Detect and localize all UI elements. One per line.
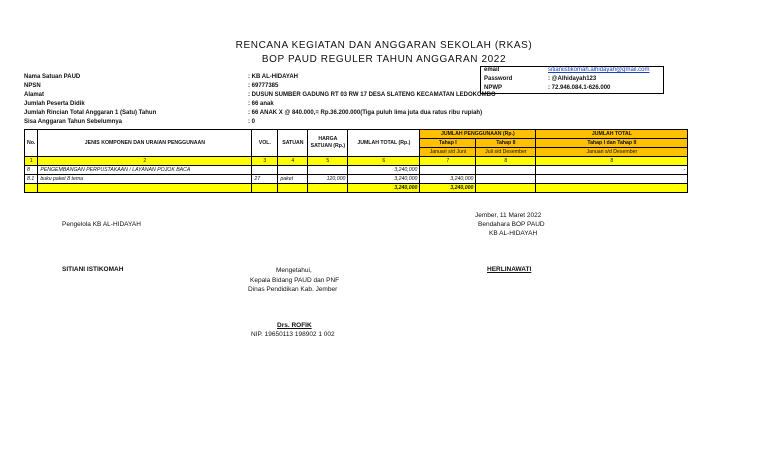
password-label: Password [484,76,513,82]
item-name: buku paket 8 tema [38,175,252,184]
identity-value: : KB AL-HIDAYAH [248,74,299,80]
identity-label: Jumlah Peserta Didik [24,101,85,107]
identity-value: : DUSUN SUMBER GADUNG RT 03 RW 17 DESA SLATENG KECAMATAN LEDOKOMBO [248,92,496,98]
item-satuan: paket [278,175,308,184]
col-number: 1 [25,157,38,166]
col-number: 3 [252,157,278,166]
col-number: 8 [536,157,688,166]
column-number-row [25,157,688,166]
page-subtitle: BOP PAUD REGULER TAHUN ANGGARAN 2022 [261,54,507,65]
identity-label: Alamat [24,92,45,98]
col-header-tahap12: Tahap I dan Tahap II [536,139,688,148]
col-number: 8 [476,157,536,166]
section-name: PENGEMBANGAN PERPUSTAKAAN / LAYANAN POJOK BACA [38,166,252,175]
identity-value: : 66 anak [248,101,274,107]
cell [278,184,308,193]
npwp-value: : 72.946.084.1-626.000 [548,85,611,91]
grand-tahap1: 3,240,000 [420,184,476,193]
table-row [25,166,688,175]
signature-date: Jember, 11 Maret 2022 [475,212,542,219]
col-header-period2: Juli s/d Desember [476,148,536,157]
col-header-period12: Januari s/d Desember [536,148,688,157]
col-header-tahap1: Tahap I [420,139,476,148]
cell [476,184,536,193]
cell [308,166,348,175]
col-header-jumlah-total: JUMLAH TOTAL (Rp.) [348,130,420,157]
col-header-satuan: SATUAN [278,130,308,157]
col-number: 4 [278,157,308,166]
right-signer-title: Bendahara BOP PAUD [478,221,545,228]
cell [38,184,252,193]
identity-value: : 69777385 [248,83,279,89]
center-signer-name: Drs. ROFIK [277,322,312,329]
identity-label: Jumlah Rincian Total Anggaran 1 (Satu) Tahun [24,110,157,116]
cell [252,184,278,193]
cell [252,166,278,175]
email-link[interactable]: sitianiistikomah.alhidayah@gmail.com [548,67,650,73]
left-signer-title: Pengelola KB AL-HIDAYAH [62,221,141,228]
page-title: RENCANA KEGIATAN DAN ANGGARAN SEKOLAH (RKAS) [235,40,533,51]
col-header-jenis: JENIS KOMPONEN DAN URAIAN PENGGUNAAN [38,130,252,157]
table-row [25,175,688,184]
center-signer-office: Dinas Pendidikan Kab. Jember [248,286,338,293]
cell [308,184,348,193]
item-total: 3,240,000 [348,175,420,184]
password-value: : @Alhidayah123 [548,76,597,82]
grand-total-row [25,184,688,193]
center-signer-nip: NIP. 19650113 198902 1 002 [251,331,335,338]
cell [536,175,688,184]
identity-label: Nama Satuan PAUD [24,74,81,80]
right-signer-subtitle: KB AL-HIDAYAH [489,230,538,237]
cell [278,166,308,175]
item-vol: 27 [252,175,278,184]
col-header-jumlah-total-group: JUMLAH TOTAL [536,130,688,139]
table-header-row [25,130,688,139]
col-number: 6 [348,157,420,166]
col-number: 5 [308,157,348,166]
col-number: 7 [420,157,476,166]
identity-label: Sisa Anggaran Tahun Sebelumnya [24,119,123,125]
section-total: 3,240,000 [348,166,420,175]
section-code: 8 [25,166,38,175]
col-number: 2 [38,157,252,166]
identity-value: : 66 ANAK X @ 840.000,= Rp.36.200.000(Tiga puluh lima juta dua ratus ribu rupiah) [248,110,483,116]
col-header-harga: HARGA SATUAN (Rp.) [308,130,348,157]
grand-total: 3,240,000 [348,184,420,193]
center-signer-note: Mengetahui, [276,267,312,274]
cell [476,166,536,175]
col-header-vol: VOL. [252,130,278,157]
item-code: 8.1 [25,175,38,184]
col-header-tahap2: Tahap II [476,139,536,148]
section-dash: - [536,166,688,175]
identity-label: NPSN [24,83,41,89]
col-header-period1: Januari s/d Juni [420,148,476,157]
center-signer-title: Kepala Bidang PAUD dan PNF [250,277,340,284]
cell [476,175,536,184]
cell [25,184,38,193]
budget-table [24,129,688,193]
left-signer-name: SITIANI ISTIKOMAH [62,266,124,273]
cell [420,166,476,175]
col-header-no: No. [25,130,38,157]
item-tahap1: 3,240,000 [420,175,476,184]
cell [536,184,688,193]
identity-value: : 0 [248,119,256,125]
item-harga: 120,000 [308,175,348,184]
email-label: email [484,67,500,73]
right-signer-name: HERLINAWATI [487,266,532,273]
col-header-jumlah-penggunaan: JUMLAH PENGGUNAAN (Rp.) [420,130,536,139]
npwp-label: NPWP [484,85,502,91]
